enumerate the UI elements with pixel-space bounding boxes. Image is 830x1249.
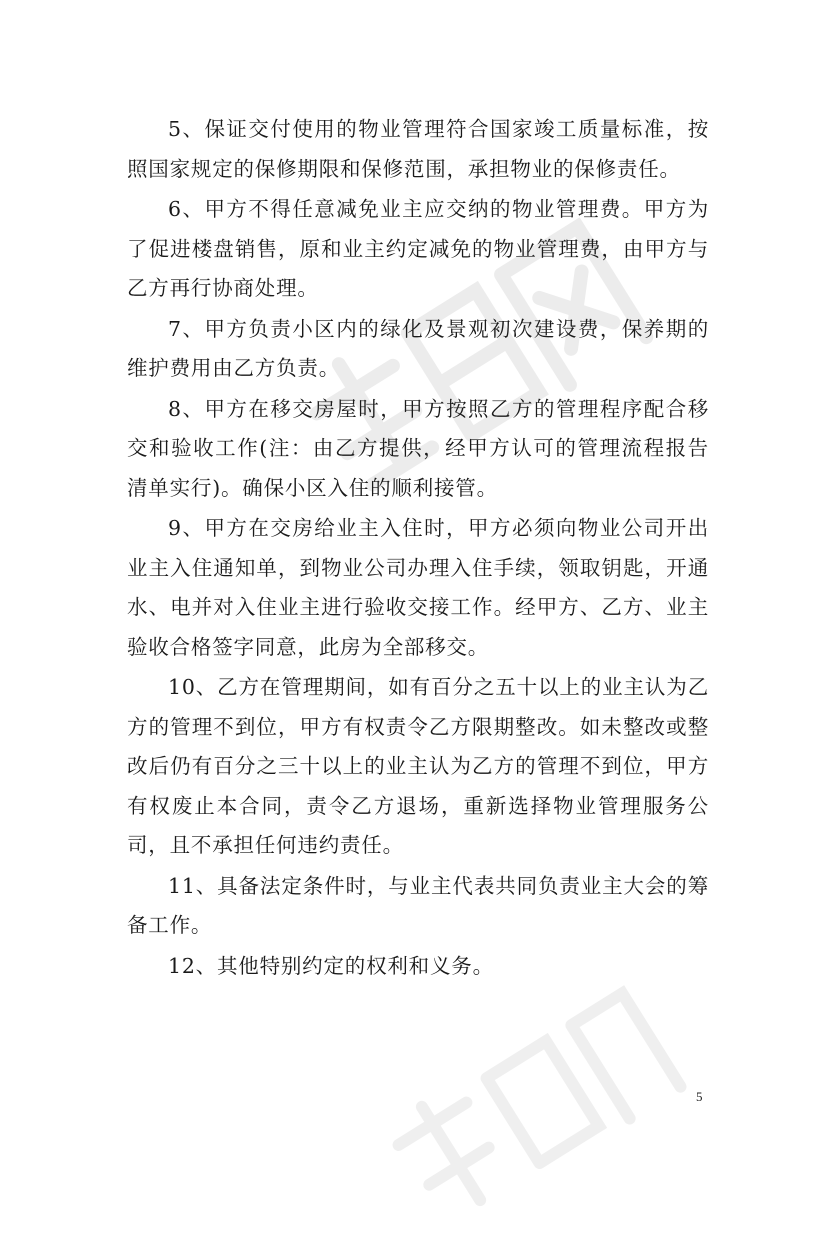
paragraph-item-9: 9、甲方在交房给业主入住时，甲方必须向物业公司开出业主入住通知单，到物业公司办理入住手续，领取钥匙，开通水、电并对入住业主进行验收交接工作。经甲方、乙方、业主验收合格签字同意，此房为全部移交。 bbox=[127, 516, 709, 659]
watermark-fragment bbox=[366, 971, 695, 1249]
paragraph-item-10: 10、乙方在管理期间，如有百分之五十以上的业主认为乙方的管理不到位，甲方有权责令乙方限期整改。如未整改或整改后仍有百分之三十以上的业主认为乙方的管理不到位，甲方有权废止本合同，责令乙方退场，重新选择物业管理服务公司，且不承担任何违约责任。 bbox=[127, 675, 709, 857]
paragraph-item-5: 5、保证交付使用的物业管理符合国家竣工质量标准，按照国家规定的保修期限和保修范围，承担物业的保修责任。 bbox=[127, 117, 709, 181]
paragraph-item-11: 11、具备法定条件时，与业主代表共同负责业主大会的筹备工作。 bbox=[127, 873, 709, 937]
paragraph-item-7: 7、甲方负责小区内的绿化及景观初次建设费，保养期的维护费用由乙方负责。 bbox=[127, 316, 709, 380]
page-number: 5 bbox=[696, 1089, 703, 1104]
paragraph-item-6: 6、甲方不得任意减免业主应交纳的物业管理费。甲方为了促进楼盘销售，原和业主约定减免的物业管理费，由甲方与乙方再行协商处理。 bbox=[127, 197, 709, 300]
document-body bbox=[127, 110, 709, 986]
paragraph-item-8: 8、甲方在移交房屋时，甲方按照乙方的管理程序配合移交和验收工作(注：由乙方提供，经甲方认可的管理流程报告清单实行)。确保小区入住的顺利接管。 bbox=[127, 396, 709, 500]
paragraph-item-12: 12、其他特别约定的权利和义务。 bbox=[168, 953, 494, 978]
